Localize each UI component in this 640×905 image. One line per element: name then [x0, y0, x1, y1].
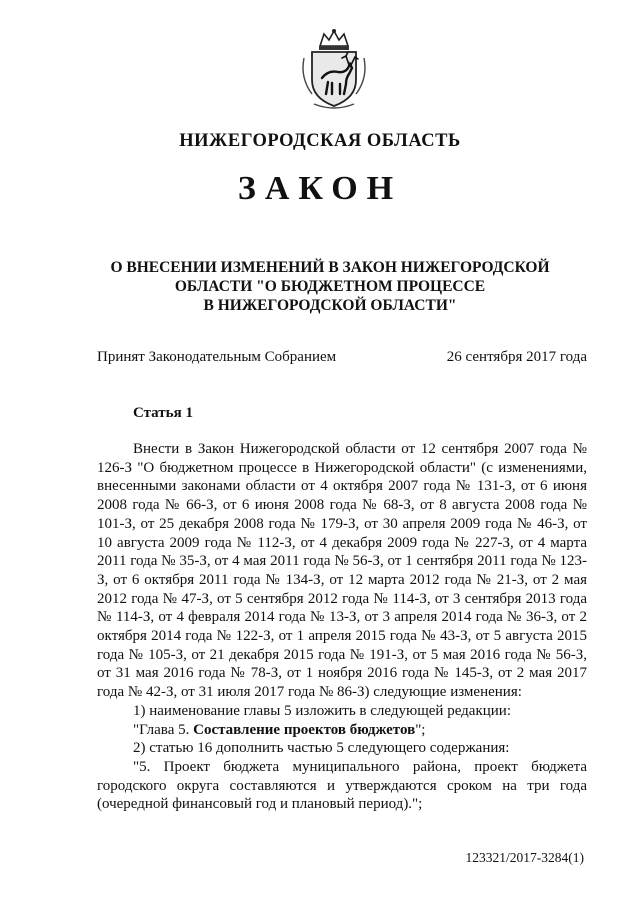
item-1-paragraph: 1) наименование главы 5 изложить в следующей редакции:	[133, 702, 511, 719]
document-code: 123321/2017-3284(1)	[465, 850, 584, 865]
coat-of-arms-emblem	[298, 28, 370, 110]
part-5-paragraph: "5. Проект бюджета муниципального района, проект бюджета городского округа составляются и утверждаются сроком на три года (очередной финансовый год и плановый период).";	[97, 758, 587, 813]
law-title-line-3: В НИЖЕГОРОДСКОЙ ОБЛАСТИ"	[203, 297, 457, 314]
region-heading: НИЖЕГОРОДСКАЯ ОБЛАСТЬ	[179, 131, 461, 151]
law-title-line-1: О ВНЕСЕНИИ ИЗМЕНЕНИЙ В ЗАКОН НИЖЕГОРОДСКОЙ	[110, 259, 550, 276]
item-2-paragraph: 2) статью 16 дополнить частью 5 следующего содержания:	[133, 740, 510, 757]
adopted-by: Принят Законодательным Собранием	[97, 349, 337, 365]
chapter-title: Составление проектов бюджетов	[193, 721, 416, 738]
adoption-date: 26 сентября 2017 года	[446, 349, 587, 365]
article-heading: Статья 1	[133, 405, 193, 421]
chapter-suffix: ";	[415, 721, 426, 738]
document-type-heading: ЗАКОН	[237, 170, 403, 207]
chapter-prefix: "Глава 5.	[133, 721, 194, 738]
law-title-line-2: ОБЛАСТИ "О БЮДЖЕТНОМ ПРОЦЕССЕ	[174, 278, 486, 295]
chapter-5-paragraph	[97, 721, 587, 740]
law-title	[60, 258, 600, 315]
adoption-line	[97, 349, 587, 366]
article-body	[97, 440, 587, 814]
article-intro-paragraph: Внести в Закон Нижегородской области от 12 сентября 2007 года № 126-З "О бюджетном процессе в Нижегородской области" (с изменениями, внесенными законами области от 4 октября 2007 года № 131-З, от 6 июня 2008 года № 66-З, от 6 июня 2008 года № 68-З, от 8 августа 2008 года № 101-З, от 25 декабря 2008 года № 179-З, от 30 апреля 2009 года № 46-З, от 10 августа 2009 года № 112-З, от 4 декабря 2009 года № 227-З, от 4 марта 2011 года № 35-З, от 4 мая 2011 года № 56-З, от 1 сентября 2011 года № 123-З, от 6 октября 2011 года № 134-З, от 12 марта 2012 года № 21-З, от 2 мая 2012 года № 47-З, от 5 сентября 2012 года № 114-З, от 3 сентября 2013 года № 114-З, от 4 февраля 2014 года № 13-З, от 3 апреля 2014 года № 36-З, от 2 октября 2014 года № 122-З, от 1 апреля 2015 года № 43-З, от 5 августа 2015 года № 105-З, от 21 декабря 2015 года № 191-З, от 5 мая 2016 года № 56-З, от 31 мая 2016 года № 78-З, от 1 ноября 2016 года № 145-З, от 2 мая 2017 года № 42-З, от 31 июля 2017 года № 86-З) следующие изменения:	[97, 441, 587, 701]
